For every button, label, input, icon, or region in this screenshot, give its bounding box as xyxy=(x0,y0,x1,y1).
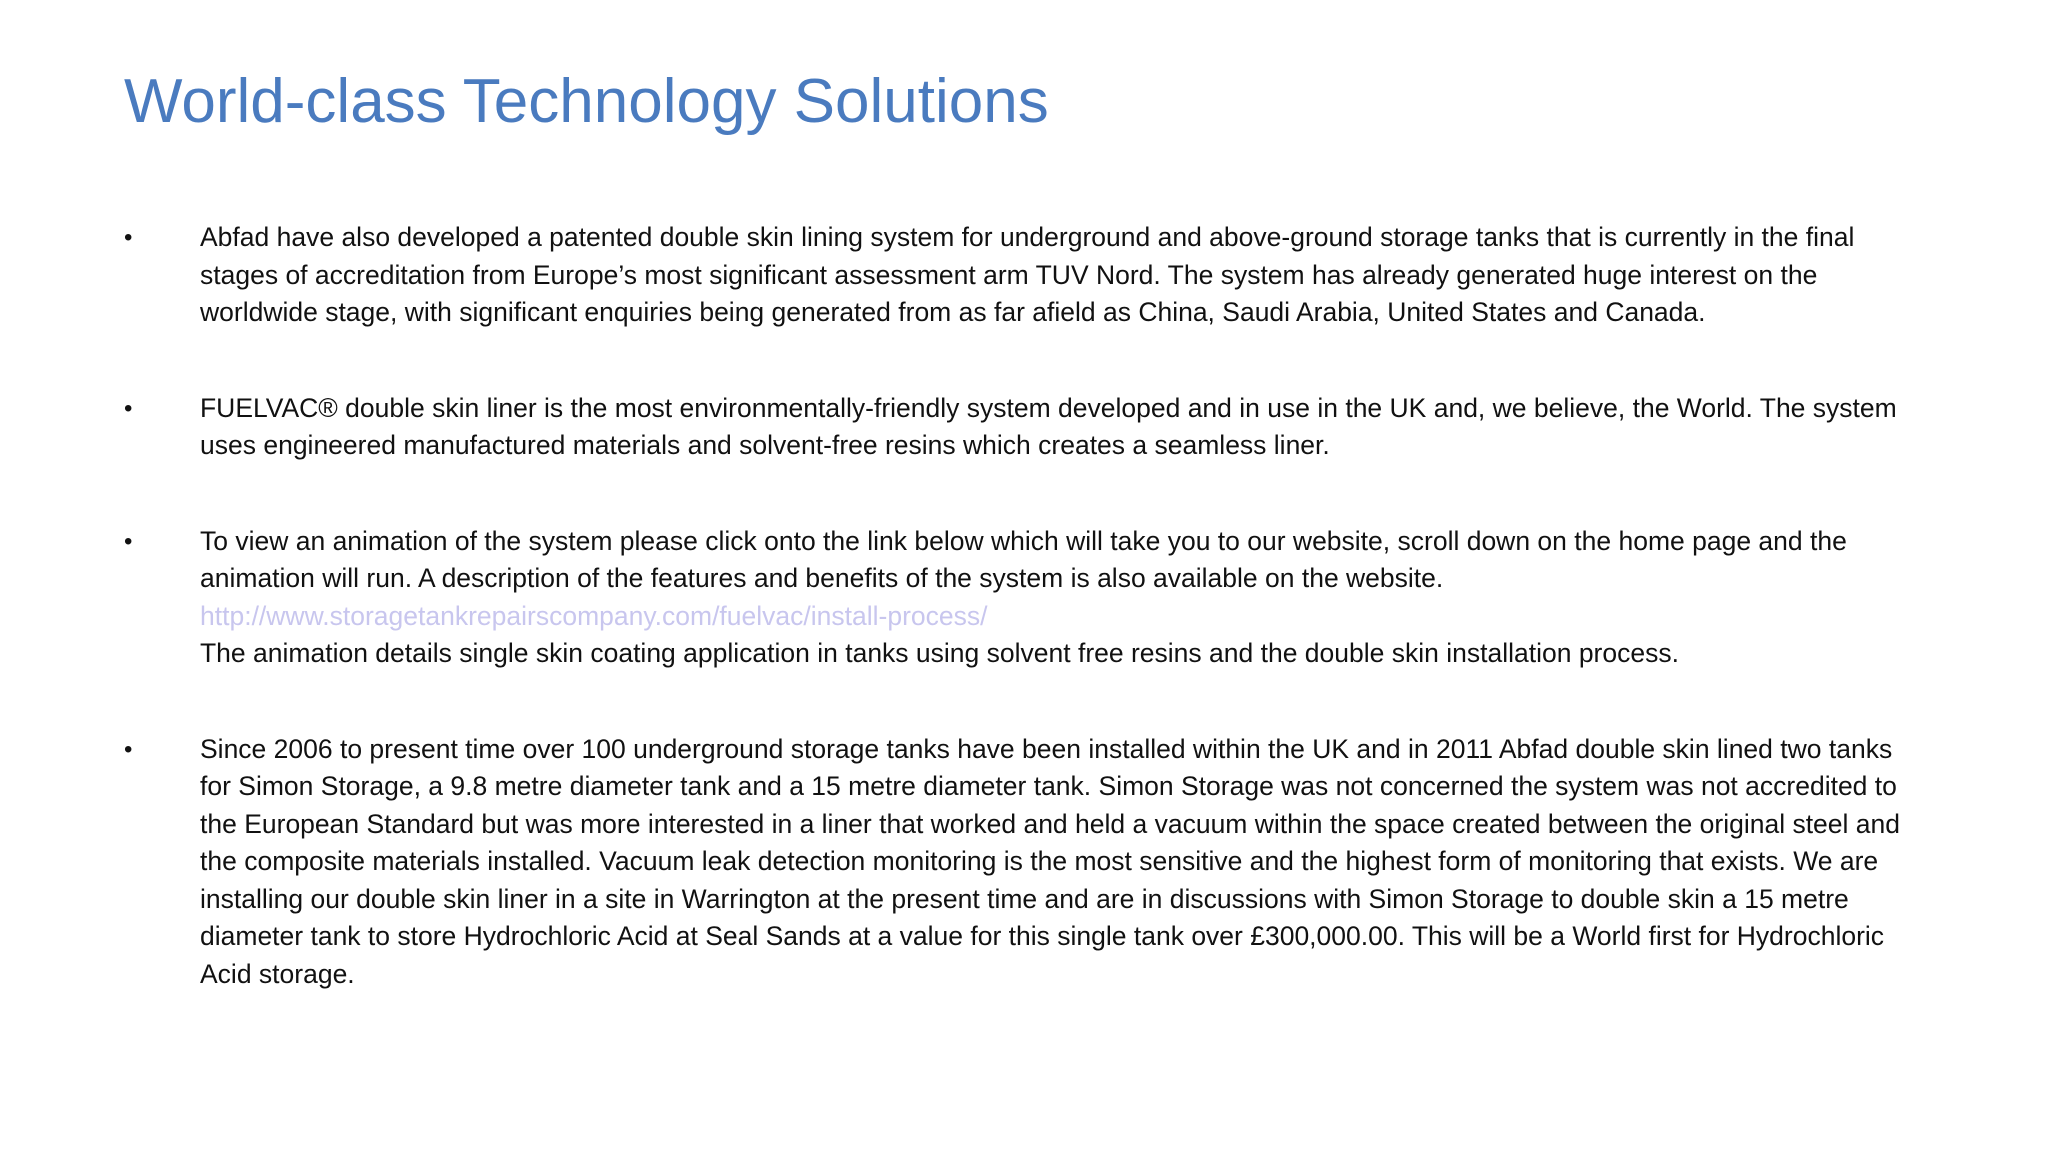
bullet-text-after-link: The animation details single skin coating application in tanks using solvent free resins and the double skin installation process. xyxy=(200,638,1679,668)
bullet-item-fuelvac xyxy=(124,390,1924,465)
slide-title: World-class Technology Solutions xyxy=(124,67,1049,136)
bullet-dot-icon: • xyxy=(124,735,133,763)
bullet-dot-icon: • xyxy=(124,224,133,251)
bullet-text: Since 2006 to present time over 100 underground storage tanks have been installed within the UK and in 2011 Abfad double skin lined two tanks for Simon Storage, a 9.8 metre diameter tank and a 15 metre diameter tank. Simon Storage was not concerned the system was not accredited to the European Standard but was more interested in a liner that worked and held a vacuum within the space created between the original steel and the composite materials installed. Vacuum leak detection monitoring is the most sensitive and the highest form of monitoring that exists. We are installing our double skin liner in a site in Warrington at the present time and are in discussions with Simon Storage to double skin a 15 metre diameter tank to store Hydrochloric Acid at Seal Sands at a value for this single tank over £300,000.00. This will be a World first for Hydrochloric Acid storage. xyxy=(200,733,1900,989)
bullet-list xyxy=(124,219,1924,993)
bullet-text: FUELVAC® double skin liner is the most environmentally-friendly system developed and in use in the UK and, we believe, the World. The system uses engineered manufactured materials and solvent-free resins which creates a seamless liner. xyxy=(200,392,1897,460)
bullet-text: To view an animation of the system please click onto the link below which will take you to our website, scroll down on the home page and the animation will run. A description of the features and benefits of the system is also available on the website. xyxy=(200,525,1847,593)
bullet-item-accreditation xyxy=(124,219,1924,332)
bullet-dot-icon: • xyxy=(124,394,133,422)
bullet-item-installations xyxy=(124,731,1924,994)
bullet-dot-icon: • xyxy=(124,527,133,555)
website-link[interactable]: http://www.storagetankrepairscompany.com/fuelvac/install-process/ xyxy=(200,600,988,631)
bullet-item-animation xyxy=(124,523,1924,673)
bullet-text: Abfad have also developed a patented double skin lining system for underground and above-ground storage tanks that is currently in the final stages of accreditation from Europe’s most significant assessment arm TUV Nord. The system has already generated huge interest on the worldwide stage, with significant enquiries being generated from as far afield as China, Saudi Arabia, United States and Canada. xyxy=(200,222,1855,327)
